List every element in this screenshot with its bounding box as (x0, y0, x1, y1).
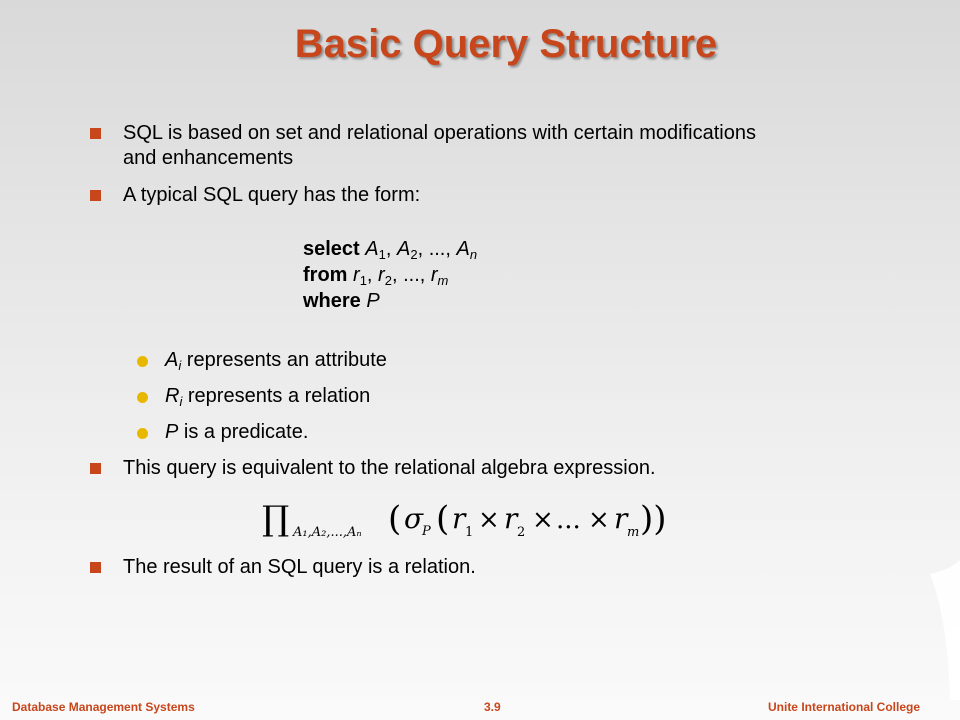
r2-subscript: 2 (517, 525, 526, 540)
sigma-subscript: P (422, 524, 431, 539)
times-symbol: × (532, 505, 554, 535)
ellipsis-symbol: ... (556, 505, 581, 535)
r1-symbol: r (452, 502, 466, 535)
bullet-equivalent-expression: This query is equivalent to the relational algebra expression. (123, 457, 656, 479)
inner-open-paren: ( (436, 499, 450, 539)
bullet-square-icon (90, 128, 101, 139)
sigma-symbol: σ (404, 502, 424, 535)
close-parens: )) (640, 499, 667, 539)
bullet-square-icon (90, 463, 101, 474)
r2-symbol: r (504, 502, 518, 535)
bullet-square-icon (90, 190, 101, 201)
sub-bullet-predicate: P is a predicate. (165, 421, 309, 443)
select-line: select $A_1$, $A_2$, ..., $A_n$ (303, 238, 478, 262)
projection-symbol: ∏ (262, 499, 290, 539)
times-symbol: × (588, 505, 610, 535)
rm-symbol: r (614, 502, 628, 535)
sub-bullet-attribute: $A_i$ represents an attribute (165, 349, 387, 373)
relational-algebra-formula (262, 492, 682, 544)
footer-slide-number: 3.9 (484, 700, 501, 714)
bullet-sql-based: SQL is based on set and relational operations with certain modifications and enhancements (123, 122, 756, 169)
from-line: from $r_1$, $r_2$, ..., $r_m$ (303, 264, 449, 288)
times-symbol: × (478, 505, 500, 535)
open-paren: ( (388, 499, 402, 539)
footer-institution: Unite International College (767, 700, 920, 714)
sql-query-block (303, 236, 477, 314)
slide-title: Basic Query Structure (294, 22, 718, 66)
footer-course-name: Database Management Systems (12, 700, 195, 714)
page-curl-decoration (920, 560, 960, 700)
sub-bullet-dot-icon (137, 392, 148, 403)
sub-bullet-dot-icon (137, 428, 148, 439)
bullet-square-icon (90, 562, 101, 573)
sub-bullet-relation: $R_i$ represents a relation (165, 385, 371, 409)
bullet-result-relation: The result of an SQL query is a relation. (123, 556, 476, 578)
r1-subscript: 1 (465, 525, 474, 540)
projection-subscript: A₁,A₂,...,Aₙ (293, 525, 362, 540)
sub-bullet-dot-icon (137, 356, 148, 367)
rm-subscript: m (627, 525, 640, 540)
bullet-typical-query: A typical SQL query has the form: (123, 184, 421, 206)
where-line: where P (303, 290, 380, 312)
